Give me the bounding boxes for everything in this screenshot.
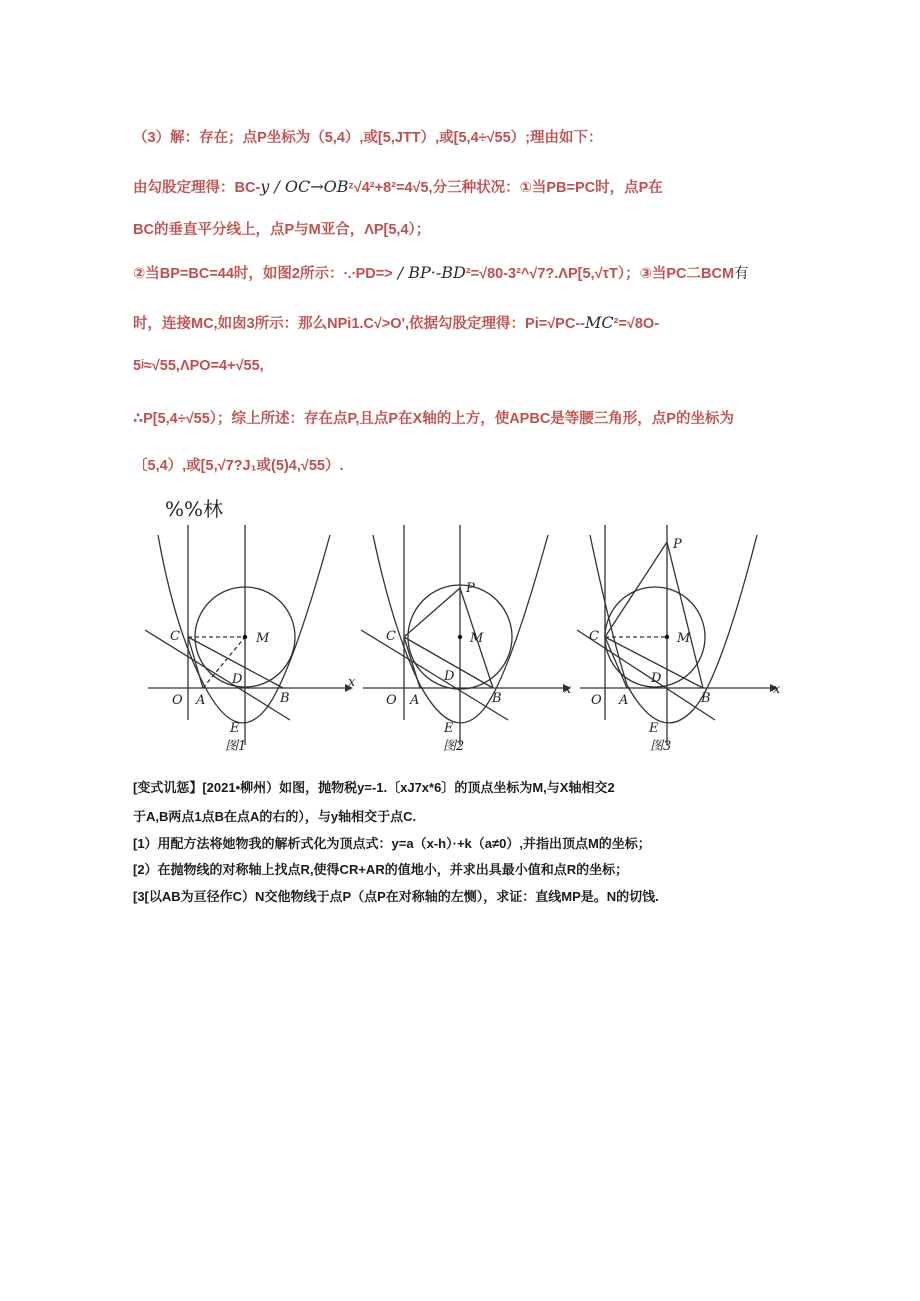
label-b: B [492,691,502,706]
label-m: M [677,631,691,646]
solution-line-4a: ②当BP=BC=44时，如图2所示：∙.∙PD=> [133,266,393,282]
label-x: x [773,682,781,697]
solution-line-4c: ²=√80-3²^√7?.ΛP[5,√τT）；③当PC二BCM [465,266,735,282]
parabola [158,535,330,723]
label-m: M [256,631,270,646]
solution-line-5 [133,312,659,333]
caption: 图1 [225,739,247,754]
problem-line-5: [3[以AB为亘径作C）N交他物线于点P（点P在对称轴的左恻），求证：直线MP是。N的切饯. [133,889,659,904]
point-m [665,635,669,639]
label-b: B [280,691,290,706]
solution-line-2 [133,176,663,197]
label-x: x [564,682,572,697]
label-e: E [230,721,240,736]
figure-1 [140,520,355,755]
label-e: E [444,721,454,736]
line-pb [667,542,703,688]
solution-line-6: 5ʲ≈√55,ΛPO=4+√55, [133,358,264,374]
label-o: O [591,693,602,708]
label-d: D [232,672,243,687]
handwritten-note: %%林 [165,497,224,521]
label-c: C [386,629,396,644]
solution-line-2c: ᶻ√4²+8²=4√5,分三种状况：①当PB=PC时，点P在 [348,180,663,196]
solution-line-8: 〔5,4）,或[5,√7?J₁或(5)4,√55）. [133,458,344,474]
problem-line-1: [变式讥惩】[2021•柳州）如图，抛物税y=-1.〔xJ7x*6〕的顶点坐标为M,与X轴相交2 [133,780,615,795]
label-a: A [196,693,206,708]
solution-line-1: （3）解：存在；点P坐标为（5,4）,或[5,JTT）,或[5,4÷√55）;理由如下： [133,130,603,146]
solution-line-5a: 时，连接MC,如囱3所示：那么NPi1.C√>O',依据勾股定理得：Pi=√PC-- [133,316,585,332]
solution-line-7: ∴P[5,4÷√55）；综上所述：存在点P,且点P在X轴的上方，使APBC是等腰三角形，点P的坐标为 [133,411,734,427]
solution-line-2a: 由勾股定理得：BC- [133,180,261,196]
label-p: P [673,537,682,552]
line-cp [404,588,460,637]
label-a: A [619,693,629,708]
solution-line-4 [133,262,749,283]
solution-line-4b: / BP·-BD [392,263,466,282]
solution-line-3: BC的垂直平分线上，点P与M亚合，ΛP[5,4）； [133,222,431,238]
parabola [590,535,757,723]
label-d: D [444,669,455,684]
label-e: E [649,721,659,736]
figure-3 [575,520,790,755]
label-b: B [701,691,711,706]
solution-line-4d: 有 [734,266,749,282]
label-m: M [470,631,484,646]
problem-line-4: [2）在抛物线的对称轴上找点R,使得CR+AR的值地小，并求出具最小值和点R的坐标； [133,862,629,877]
label-p: P [466,581,475,596]
problem-line-3: [1）用配方法将她物我的解析式化为顶点式：y=a（x-h）·+k（a≠0）,并指出顶点M的坐标； [133,836,651,851]
point-m [458,635,462,639]
label-o: O [386,693,397,708]
problem-line-2: 于A,B两点1点B在点A的右的），与y轴相交于点C. [133,809,417,824]
solution-line-5c: ²=√8O- [613,316,660,332]
solution-line-5b: MC [584,313,614,332]
label-d: D [651,671,662,686]
label-a: A [410,693,420,708]
point-m [243,635,247,639]
label-x: x [348,675,355,690]
caption: 图3 [650,739,672,754]
label-c: C [170,629,180,644]
caption: 图2 [443,739,465,754]
solution-line-2b: y / OC→OB [260,177,349,196]
label-c: C [589,629,599,644]
line-cp [605,542,667,637]
label-o: O [172,693,183,708]
figure-2 [358,520,573,755]
